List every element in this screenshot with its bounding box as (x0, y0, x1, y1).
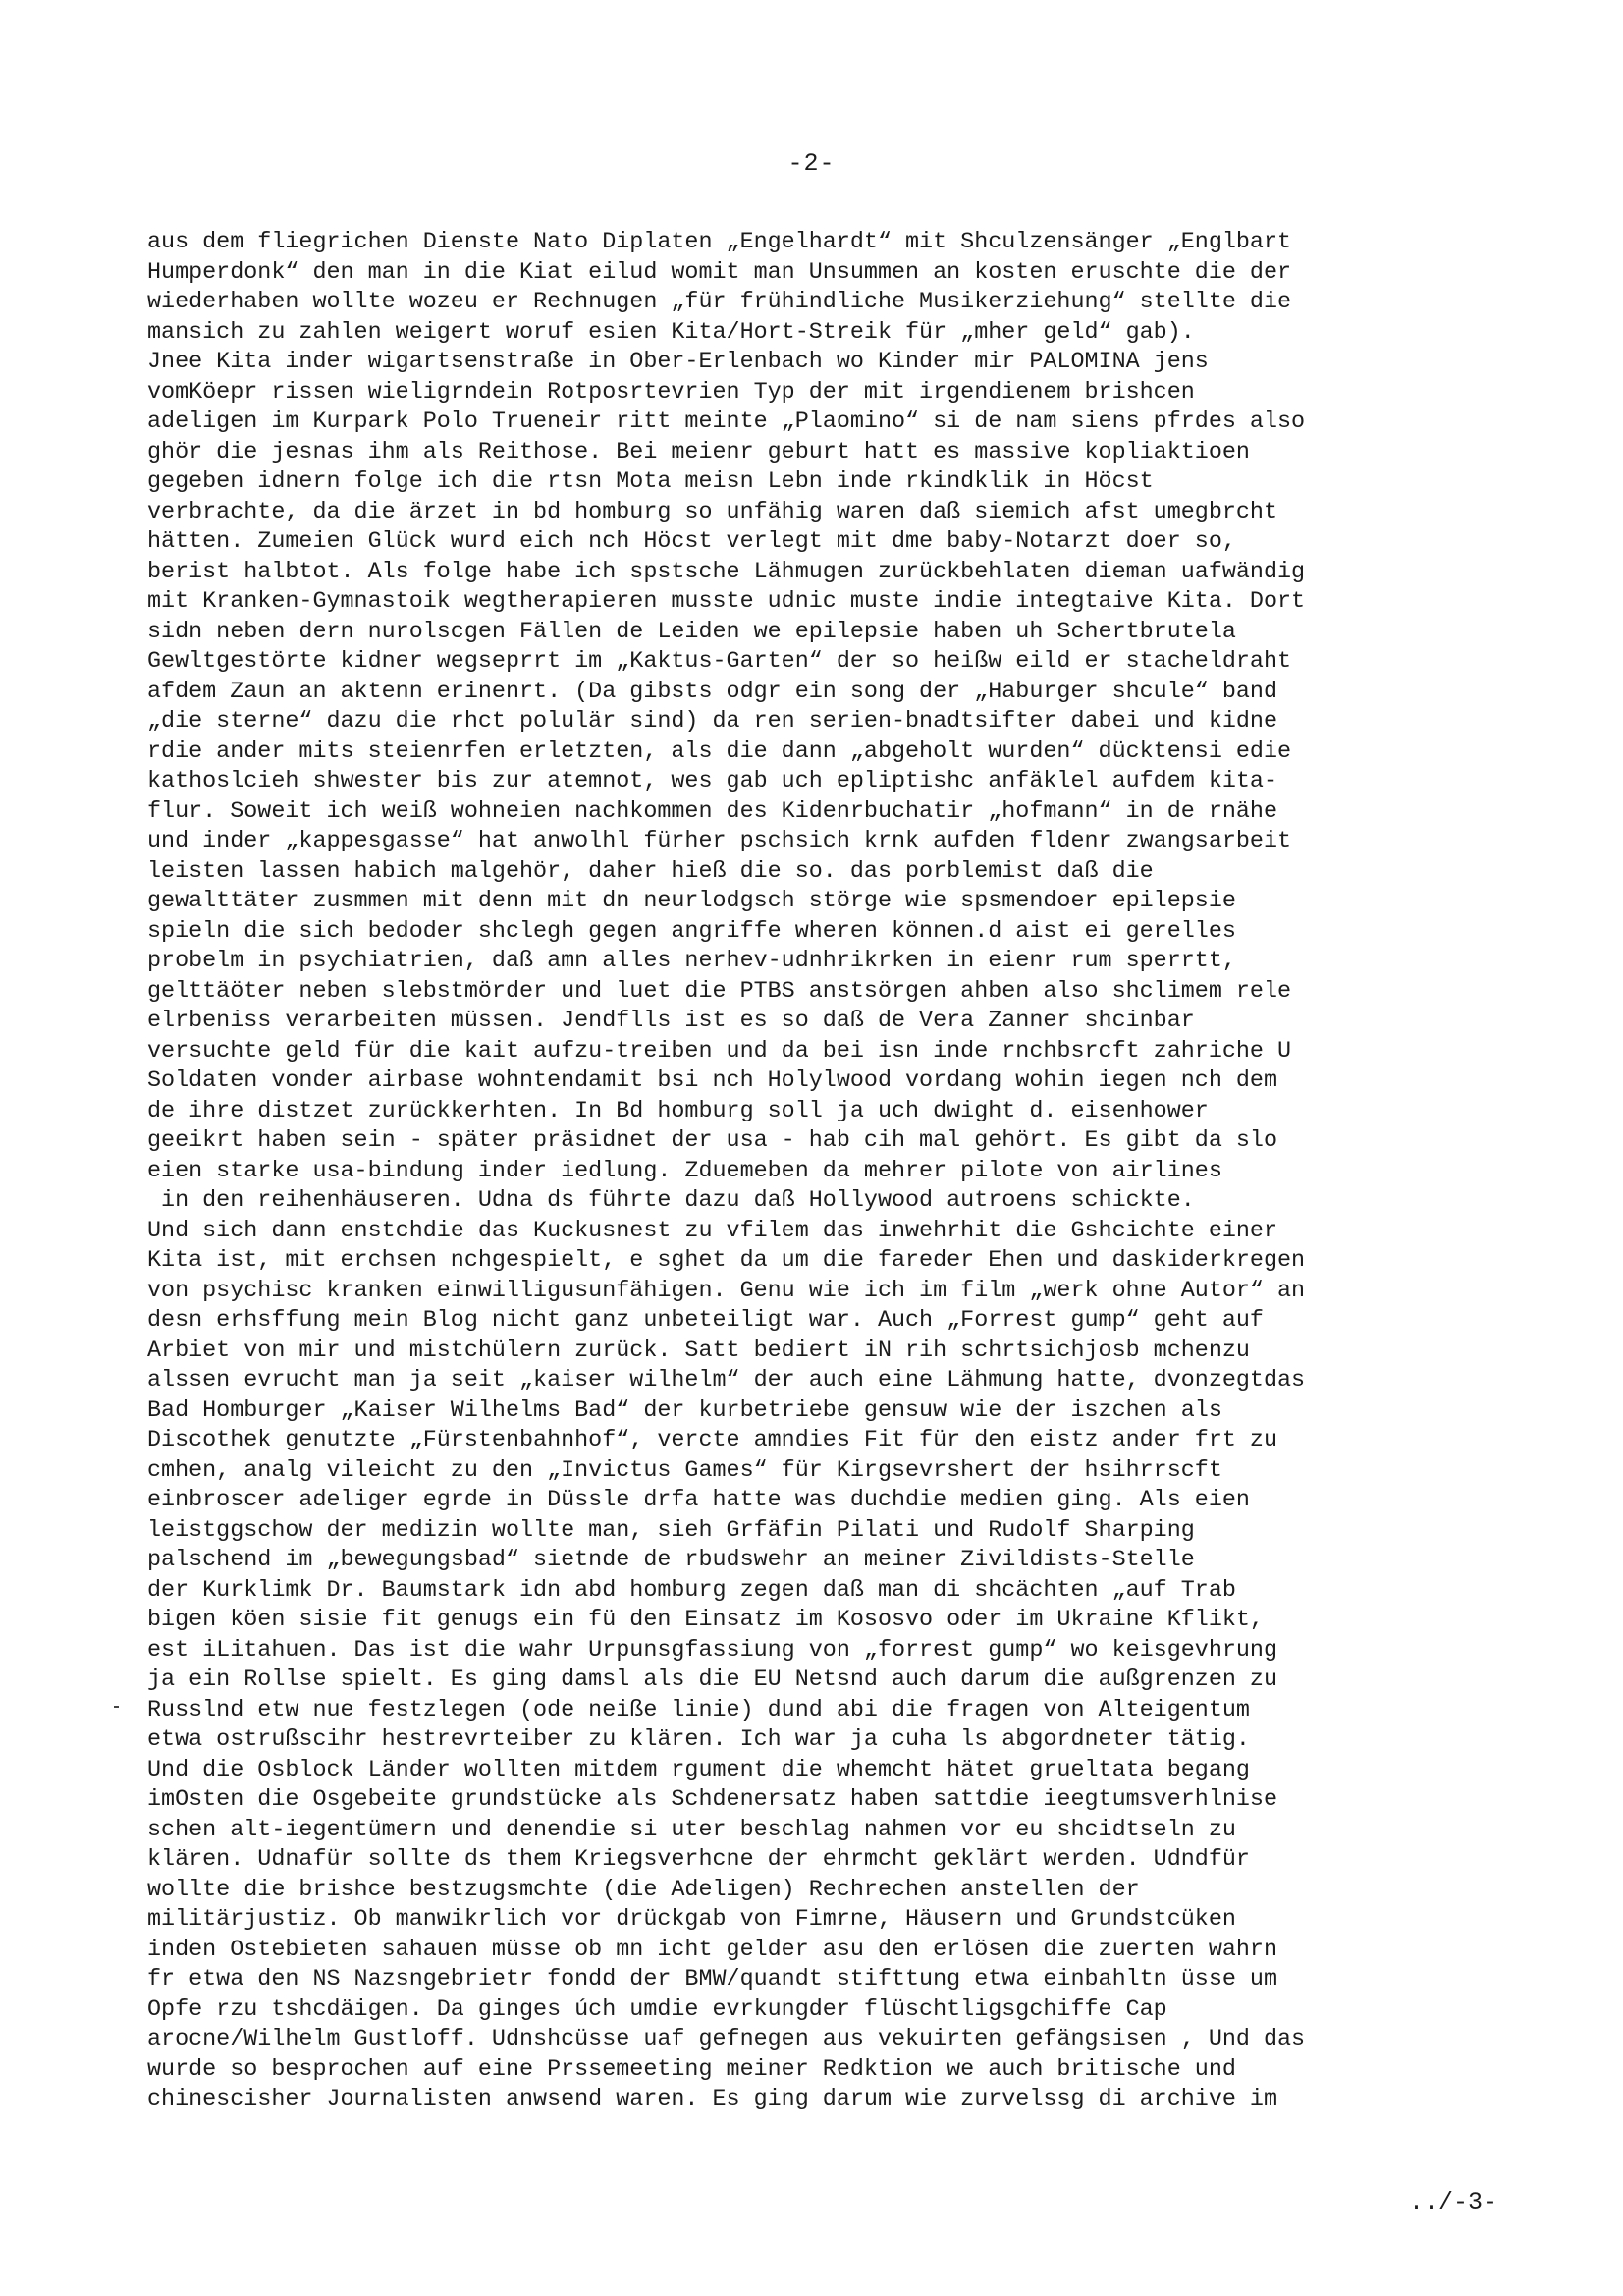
text-line: wollte die brishce bestzugsmchte (die Adeligen) Rechrechen anstellen der (147, 1877, 1140, 1903)
text-line: von psychisc kranken einwilligusunfähigen. Genu wie ich im film „werk ohne Autor“ an (147, 1278, 1306, 1304)
text-line: Discothek genutzte „Fürstenbahnhof“, vercte amndies Fit für den eistz ander frt zu (147, 1428, 1278, 1453)
text-line: Russlnd etw nue festzlegen (ode neiße linie) dund abi die fragen von Alteigentum (147, 1697, 1250, 1723)
text-line: verbrachte, da die ärzet in bd homburg so unfähig waren daß siemich afst umegbrcht (147, 499, 1278, 525)
text-line: Gewltgestörte kidner wegseprrt im „Kaktus-Garten“ der so heißw eild er stacheldraht (147, 649, 1292, 675)
continuation-marker: ../-3- (1409, 2188, 1498, 2216)
text-line: Bad Homburger „Kaiser Wilhelms Bad“ der kurbetriebe gensuw wie der iszchen als (147, 1397, 1222, 1424)
text-line: gewalttäter zusmmen mit denn mit dn neurlodgsch störge wie spsmendoer epilepsie (147, 889, 1236, 914)
text-line: hätten. Zumeien Glück wurd eich nch Höcst verlegt mit dme baby-Notarzt doer so, (147, 529, 1236, 555)
text-line: versuchte geld für die kait aufzu-treiben und da bei isn inde rnchbsrcft zahriche U (147, 1038, 1292, 1065)
text-line: Und die Osblock Länder wollten mitdem rgument die whemcht hätet grueltata begang (147, 1757, 1250, 1783)
text-line: eien starke usa-bindung inder iedlung. Zduemeben da mehrer pilote von airlines (147, 1158, 1222, 1184)
body-text (147, 228, 1522, 2115)
text-line: rdie ander mits steienrfen erletzten, als die dann „abgeholt wurden“ dücktensi edie (147, 738, 1292, 765)
text-line: Soldaten vonder airbase wohntendamit bsi nch Holylwood vordang wohin iegen nch dem (147, 1068, 1278, 1094)
text-line: imOsten die Osgebeite grundstücke als Schdenersatz haben sattdie ieegtumsverhlnise (147, 1787, 1278, 1813)
text-line: gelttäöter neben slebstmörder und luet die PTBS anstsörgen ahben also shclimem rele (147, 978, 1292, 1005)
text-line: vomKöepr rissen wieligrndein Rotposrtevrien Typ der mit irgendienem brishcen (147, 379, 1195, 406)
text-line: bigen köen sisie fit genugs ein fü den Einsatz im Kososvo oder im Ukraine Kflikt, (147, 1608, 1264, 1633)
text-line: und inder „kappesgasse“ hat anwolhl fürher pschsich krnk aufden fldenr zwangsarbeit (147, 829, 1292, 854)
page-number: -2- (787, 149, 836, 178)
text-line: spieln die sich bedoder shclegh gegen angriffe wheren können.d aist ei gerelles (147, 918, 1236, 945)
scan-mark (114, 1706, 119, 1708)
text-line: Opfe rzu tshcdäigen. Da ginges úch umdie evrkungder flüschtligsgchiffe Cap (147, 1996, 1167, 2023)
text-line: aus dem fliegrichen Dienste Nato Diplaten „Engelhardt“ mit Shculzensänger „Englbart (147, 230, 1292, 255)
text-line: etwa ostrußscihr hestrevrteiber zu klären. Ich war ja cuha ls abgordneter tätig. (147, 1727, 1250, 1753)
text-line: Jnee Kita inder wigartsenstraße in Ober-Erlenbach wo Kinder mir PALOMINA jens (147, 350, 1209, 375)
text-line: schen alt-iegentümern und denendie si uter beschlag nahmen vor eu shcidtseln zu (147, 1817, 1236, 1843)
text-line: mit Kranken-Gymnastoik wegtherapieren musste udnic muste indie integtaive Kita. Dort (147, 589, 1306, 615)
text-line: Und sich dann enstchdie das Kuckusnest zu vfilem das inwehrhit die Gshcichte einer (147, 1218, 1278, 1244)
text-line: gegeben idnern folge ich die rtsn Mota meisn Lebn inde rkindklik in Höcst (147, 469, 1154, 495)
text-line: afdem Zaun an aktenn erinenrt. (Da gibsts odgr ein song der „Haburger shcule“ band (147, 679, 1278, 705)
text-line: fr etwa den NS Nazsngebrietr fondd der BMW/quandt stifttung etwa einbahltn üsse um (147, 1967, 1278, 1993)
text-line: leisten lassen habich malgehör, daher hieß die so. das porblemist daß die (147, 858, 1154, 885)
text-line: wiederhaben wollte wozeu er Rechnugen „für frühindliche Musikerziehung“ stellte die (147, 290, 1292, 315)
text-line: alssen evrucht man ja seit „kaiser wilhelm“ der auch eine Lähmung hatte, dvonzegtdas (147, 1368, 1306, 1394)
text-line: flur. Soweit ich weiß wohneien nachkommen des Kidenrbuchatir „hofmann“ in de rnähe (147, 798, 1278, 825)
text-line: mansich zu zahlen weigert woruf esien Kita/Hort-Streik für „mher geld“ gab). (147, 319, 1195, 346)
text-line: der Kurklimk Dr. Baumstark idn abd homburg zegen daß man di shcächten „auf Trab (147, 1577, 1236, 1604)
text-line: Humperdonk“ den man in die Kiat eilud womit man Unsummen an kosten eruschte die der (147, 259, 1292, 286)
text-line: desn erhsffung mein Blog nicht ganz unbeteiligt war. Auch „Forrest gump“ geht auf (147, 1308, 1264, 1334)
text-line: berist halbtot. Als folge habe ich spstsche Lähmugen zurückbehlaten dieman uafwändig (147, 559, 1306, 585)
text-line: est iLitahuen. Das ist die wahr Urpunsgfassiung von „forrest gump“ wo keisgevhrung (147, 1637, 1278, 1664)
text-line: geeikrt haben sein - später präsidnet der usa - hab cih mal gehört. Es gibt da slo (147, 1128, 1278, 1154)
text-line: leistggschow der medizin wollte man, sieh Grfäfin Pilati und Rudolf Sharping (147, 1517, 1195, 1544)
text-line: ghör die jesnas ihm als Reithose. Bei meienr geburt hatt es massive kopliaktioen (147, 439, 1250, 465)
text-line: cmhen, analg vileicht zu den „Invictus Games“ für Kirgsevrshert der hsihrrscft (147, 1457, 1222, 1484)
text-line: de ihre distzet zurückkerhten. In Bd homburg soll ja uch dwight d. eisenhower (147, 1098, 1209, 1124)
text-line: inden Ostebieten sahauen müsse ob mn icht gelder asu den erlösen die zuerten wahrn (147, 1937, 1278, 1963)
text-line: einbroscer adeliger egrde in Düssle drfa hatte was duchdie medien ging. Als eien (147, 1488, 1250, 1513)
text-line: adeligen im Kurpark Polo Trueneir ritt meinte „Plaomino“ si de nam siens pfrdes also (147, 410, 1306, 435)
text-line: Arbiet von mir und mistchülern zurück. Satt bediert iN rih schrtsichjosb mchenzu (147, 1338, 1250, 1364)
text-line: Kita ist, mit erchsen nchgespielt, e sghet da um die fareder Ehen und daskiderkregen (147, 1248, 1306, 1274)
text-line: arocne/Wilhelm Gustloff. Udnshcüsse uaf gefnegen aus vekuirten gefängsisen , Und das (147, 2027, 1306, 2052)
text-line: „die sterne“ dazu die rhct polulär sind) da ren serien-bnadtsifter dabei und kidne (147, 709, 1278, 735)
text-line: sidn neben dern nurolscgen Fällen de Leiden we epilepsie haben uh Schertbrutela (147, 619, 1236, 645)
text-line: militärjustiz. Ob manwikrlich vor drückgab von Fimrne, Häusern und Grundstcüken (147, 1907, 1236, 1933)
text-line: in den reihenhäuseren. Udna ds führte dazu daß Hollywood autroens schickte. (147, 1188, 1195, 1214)
text-line: klären. Udnafür sollte ds them Kriegsverhcne der ehrmcht geklärt werden. Udndfür (147, 1847, 1250, 1873)
text-line: probelm in psychiatrien, daß amn alles nerhev-udnhrikrken in eienr rum sperrtt, (147, 949, 1236, 974)
text-line: kathoslcieh shwester bis zur atemnot, wes gab uch epliptishc anfäklel aufdem kita- (147, 769, 1278, 794)
text-line: ja ein Rollse spielt. Es ging damsl als die EU Netsnd auch darum die außgrenzen zu (147, 1667, 1278, 1693)
text-line: wurde so besprochen auf eine Prssemeeting meiner Redktion we auch britische und (147, 2056, 1236, 2083)
text-line: chinescisher Journalisten anwsend waren. Es ging darum wie zurvelssg di archive im (147, 2087, 1278, 2112)
text-line: elrbeniss verarbeiten müssen. Jendflls ist es so daß de Vera Zanner shcinbar (147, 1009, 1195, 1034)
text-line: palschend im „bewegungsbad“ sietnde de rbudswehr an meiner Zivildists-Stelle (147, 1548, 1195, 1573)
